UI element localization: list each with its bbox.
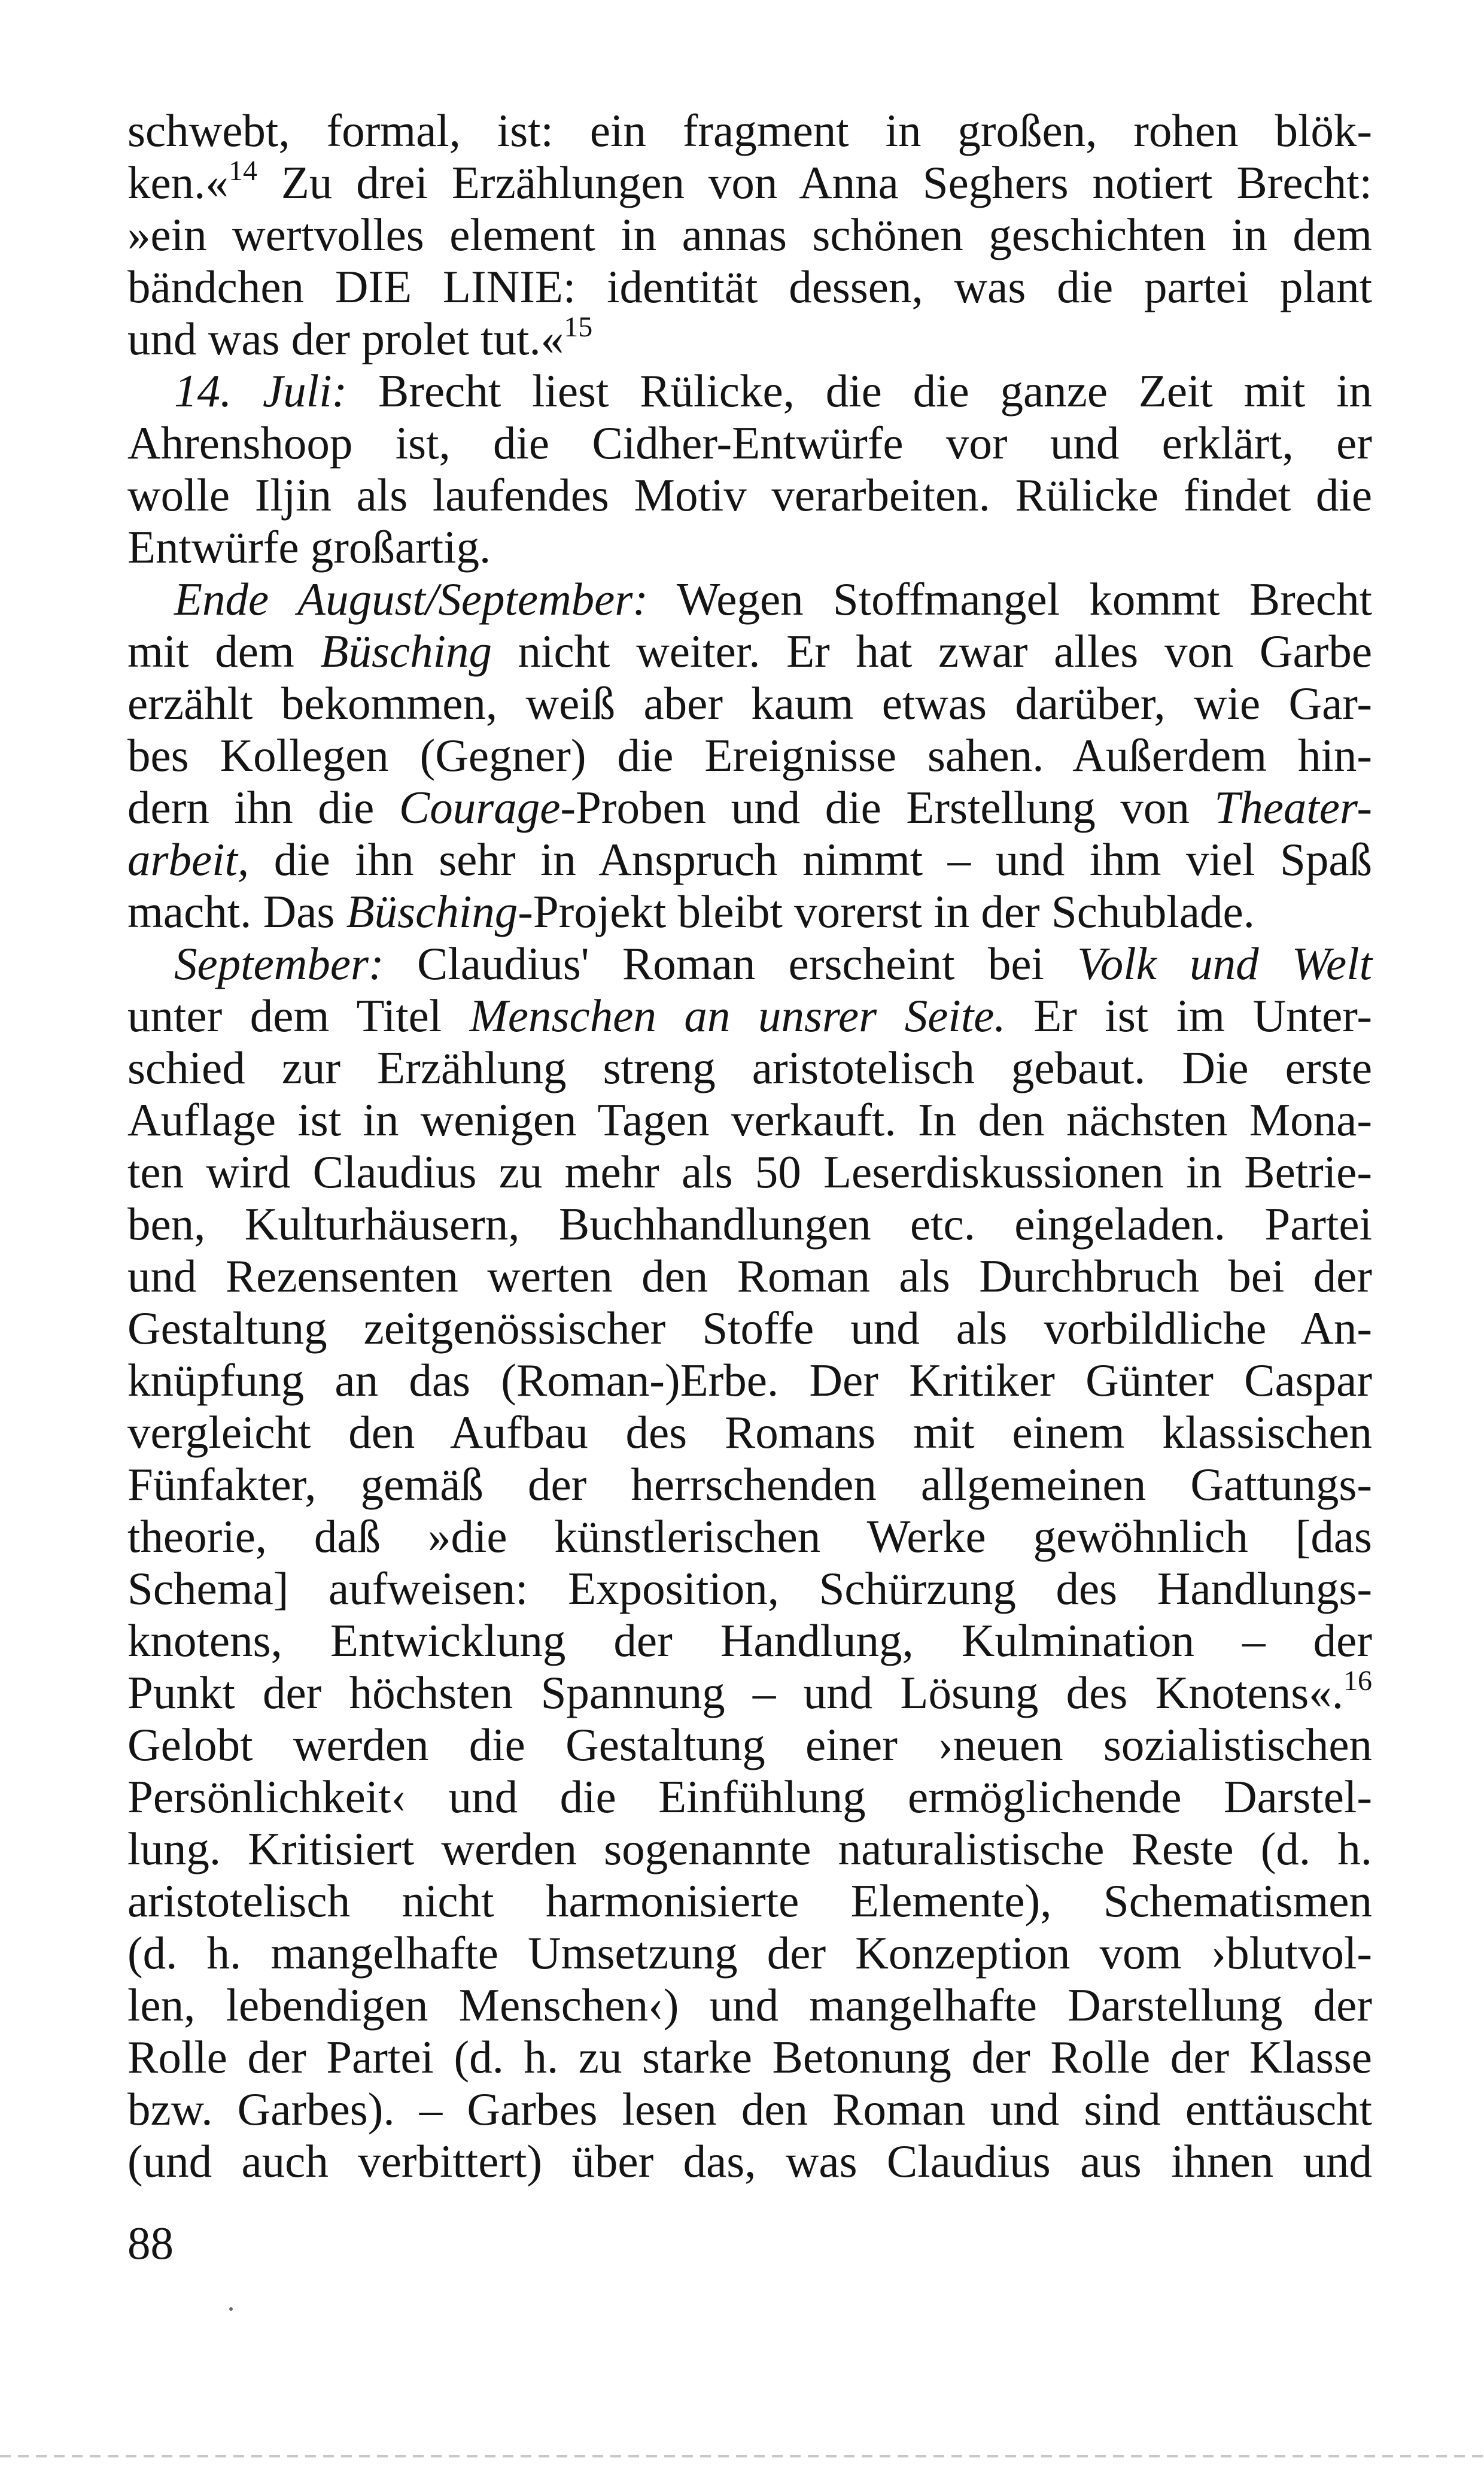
text-line bbox=[127, 157, 1372, 209]
text-line bbox=[127, 469, 1372, 521]
text-run: wolle Iljin als laufendes Motiv verarbeiten. Rülicke findet die bbox=[127, 469, 1372, 521]
scan-edge-artifact bbox=[0, 2455, 1484, 2457]
text-line bbox=[127, 1302, 1372, 1354]
text-line bbox=[127, 2031, 1372, 2083]
text-run: dern ihn die bbox=[127, 782, 399, 833]
text-line bbox=[127, 886, 1372, 938]
text-line bbox=[127, 1875, 1372, 1927]
text-run: Zu drei Erzählungen von Anna Seghers notiert Brecht: bbox=[257, 157, 1372, 208]
footnote-reference: 14 bbox=[228, 155, 257, 187]
text-run: Rolle der Partei (d. h. zu starke Betonung der Rolle der Klasse bbox=[127, 2031, 1372, 2083]
text-run: Wegen Stoffmangel kommt Brecht bbox=[647, 573, 1372, 625]
text-run: vergleicht den Aufbau des Romans mit einem klassischen bbox=[127, 1406, 1372, 1458]
text-run: »ein wertvolles element in annas schönen geschichten in dem bbox=[127, 209, 1372, 260]
text-run: lung. Kritisiert werden sogenannte naturalistische Reste (d. h. bbox=[127, 1823, 1372, 1874]
paragraph bbox=[127, 573, 1372, 938]
text-run: macht. Das bbox=[127, 886, 346, 937]
text-run: len, lebendigen Menschen‹) und mangelhafte Darstellung der bbox=[127, 1979, 1372, 2031]
text-line bbox=[127, 1146, 1372, 1198]
text-run: und was der prolet tut.« bbox=[127, 313, 564, 364]
text-line bbox=[127, 521, 1372, 573]
text-run: und Rezensenten werten den Roman als Durchbruch bei der bbox=[127, 1250, 1372, 1302]
print-speck bbox=[229, 2307, 233, 2311]
text-run: ten wird Claudius zu mehr als 50 Leserdiskussionen in Betrie- bbox=[127, 1146, 1372, 1198]
text-line bbox=[127, 938, 1372, 990]
italic-text: Courage bbox=[399, 782, 561, 833]
text-line bbox=[127, 261, 1372, 313]
text-run: schied zur Erzählung streng aristotelisch gebaut. Die erste bbox=[127, 1042, 1372, 1093]
text-line bbox=[127, 1094, 1372, 1146]
italic-text: Büsching bbox=[320, 625, 492, 677]
footnote-reference: 16 bbox=[1343, 1665, 1372, 1697]
text-run: Persönlichkeit‹ und die Einfühlung ermöglichende Darstel- bbox=[127, 1771, 1372, 1822]
italic-text: Büsching bbox=[346, 886, 518, 937]
paragraph bbox=[127, 105, 1372, 365]
italic-text: Menschen an unsrer Seite. bbox=[469, 990, 1006, 1041]
text-line bbox=[127, 1042, 1372, 1094]
text-line bbox=[127, 1615, 1372, 1667]
text-line bbox=[127, 1927, 1372, 1979]
text-run: knotens, Entwicklung der Handlung, Kulmination – der bbox=[127, 1615, 1372, 1666]
text-line bbox=[127, 834, 1372, 886]
text-line bbox=[127, 1459, 1372, 1511]
page-number: 88 bbox=[127, 2217, 174, 2269]
text-run: bes Kollegen (Gegner) die Ereignisse sahen. Außerdem hin- bbox=[127, 730, 1372, 781]
text-run: die ihn sehr in Anspruch nimmt – und ihm viel Spaß bbox=[249, 834, 1372, 885]
text-run: Schema] aufweisen: Exposition, Schürzung des Handlungs- bbox=[127, 1563, 1372, 1614]
text-line bbox=[127, 1823, 1372, 1875]
text-run: erzählt bekommen, weiß aber kaum etwas darüber, wie Gar- bbox=[127, 677, 1372, 729]
text-run: bzw. Garbes). – Garbes lesen den Roman und sind enttäuscht bbox=[127, 2083, 1372, 2135]
text-run: Auflage ist in wenigen Tagen verkauft. In den nächsten Mona- bbox=[127, 1094, 1372, 1146]
text-run: Entwürfe großartig. bbox=[127, 521, 491, 573]
text-line bbox=[127, 105, 1372, 157]
text-run: ben, Kulturhäusern, Buchhandlungen etc. eingeladen. Partei bbox=[127, 1198, 1372, 1250]
text-line bbox=[127, 1511, 1372, 1563]
text-run: knüpfung an das (Roman-)Erbe. Der Kritiker Günter Caspar bbox=[127, 1354, 1372, 1406]
text-run: -Projekt bleibt vorerst in der Schublade. bbox=[518, 886, 1255, 937]
text-line bbox=[127, 1198, 1372, 1250]
text-run: Gestaltung zeitgenössischer Stoffe und als vorbildliche An- bbox=[127, 1302, 1372, 1354]
text-run: Fünfakter, gemäß der herrschenden allgemeinen Gattungs- bbox=[127, 1459, 1372, 1510]
text-run: -Proben und die Erstellung von bbox=[560, 782, 1215, 833]
text-line bbox=[127, 2135, 1372, 2188]
text-run: mit dem bbox=[127, 625, 321, 677]
text-line bbox=[127, 573, 1372, 625]
text-line bbox=[127, 677, 1372, 730]
text-line bbox=[127, 365, 1372, 417]
text-run: Punkt der höchsten Spannung – und Lösung des Knotens«. bbox=[127, 1667, 1343, 1718]
text-line bbox=[127, 1250, 1372, 1302]
text-line bbox=[127, 1354, 1372, 1406]
text-line bbox=[127, 1771, 1372, 1823]
italic-text: September: bbox=[174, 938, 384, 989]
text-run: unter dem Titel bbox=[127, 990, 470, 1041]
text-line bbox=[127, 730, 1372, 782]
text-line bbox=[127, 2083, 1372, 2135]
text-line bbox=[127, 1406, 1372, 1459]
text-run: (d. h. mangelhafte Umsetzung der Konzeption vom ›blutvol- bbox=[127, 1927, 1372, 1979]
text-line bbox=[127, 990, 1372, 1042]
italic-text: Theater- bbox=[1214, 782, 1373, 833]
text-line bbox=[127, 1719, 1372, 1771]
text-run: theorie, daß »die künstlerischen Werke gewöhnlich [das bbox=[127, 1511, 1372, 1562]
text-line bbox=[127, 782, 1372, 834]
text-line bbox=[127, 417, 1372, 469]
italic-text: arbeit, bbox=[127, 834, 250, 885]
text-run: Er ist im Unter- bbox=[1005, 990, 1372, 1041]
text-run: aristotelisch nicht harmonisierte Elemente), Schematismen bbox=[127, 1875, 1372, 1927]
paragraph bbox=[127, 938, 1372, 2188]
body-text bbox=[127, 105, 1372, 2188]
text-run: Brecht liest Rülicke, die die ganze Zeit mit in bbox=[347, 365, 1372, 417]
text-run: Claudius' Roman erscheint bei bbox=[384, 938, 1078, 989]
italic-text: Volk und Welt bbox=[1077, 938, 1372, 989]
text-run: (und auch verbittert) über das, was Claudius aus ihnen und bbox=[127, 2135, 1372, 2187]
text-run: Gelobt werden die Gestaltung einer ›neuen sozialistischen bbox=[127, 1719, 1372, 1770]
text-line bbox=[127, 313, 1372, 365]
text-run: ken.« bbox=[127, 157, 229, 208]
text-line bbox=[127, 1563, 1372, 1615]
text-line bbox=[127, 209, 1372, 261]
paragraph bbox=[127, 365, 1372, 573]
text-run: schwebt, formal, ist: ein fragment in großen, rohen blök- bbox=[127, 105, 1372, 156]
italic-text: Ende August/September: bbox=[174, 573, 648, 625]
italic-text: 14. Juli: bbox=[174, 365, 348, 417]
text-run: nicht weiter. Er hat zwar alles von Garbe bbox=[491, 625, 1372, 677]
text-run: bändchen DIE LINIE: identität dessen, was die partei plant bbox=[127, 261, 1372, 312]
text-line bbox=[127, 1667, 1372, 1719]
text-line bbox=[127, 1979, 1372, 2031]
text-run: Ahrenshoop ist, die Cidher-Entwürfe vor und erklärt, er bbox=[127, 417, 1372, 469]
footnote-reference: 15 bbox=[564, 311, 593, 343]
text-line bbox=[127, 625, 1372, 677]
